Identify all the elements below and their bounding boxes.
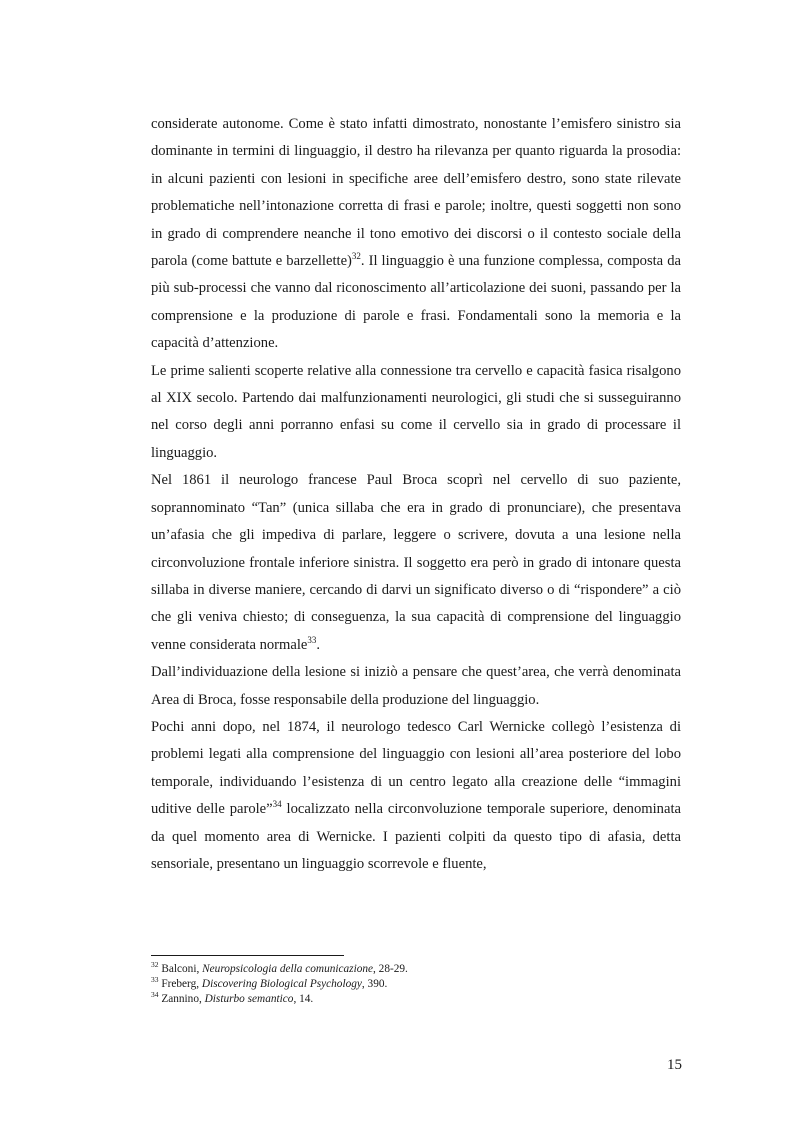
footnote-number: 34 [151,990,159,1000]
footnote-pages: , 28-29. [373,963,408,975]
footnote-number: 33 [151,975,159,985]
footnotes [151,962,681,1007]
footnote-32 [151,962,681,977]
footnote-ref-33[interactable]: 33 [307,634,317,645]
paragraph-4: Dall’individuazione della lesione si iniziò a pensare che quest’area, che verrà denominata Area di Broca, fosse responsabile della produzione del linguaggio. [151,664,681,708]
footnote-title: Discovering Biological Psychology [201,978,362,990]
page-number: 15 [667,1057,682,1073]
paragraph-1 [151,111,681,358]
footnote-pages: , 14. [293,993,314,1005]
paragraph-3-text-cont: . [316,636,321,653]
paragraph-3-text: Nel 1861 il neurologo francese Paul Broca scoprì nel cervello di suo paziente, soprannominato “Tan” (unica sillaba che era in grado di pronunciare), che presentava un’afasia che gli impediva di parlare, leggere o scrivere, dovuta a una lesione nella circonvoluzione frontale inferiore sinistra. Il soggetto era però in grado di intonare questa sillaba in diverse maniere, cercando di darvi un significato diverso o di “rispondere” a ciò che gli veniva chiesto; di conseguenza, la sua capacità di comprensione del linguaggio venne considerata normale [151,472,681,653]
footnote-pages: , 390. [361,978,388,990]
paragraph-2: Le prime salienti scoperte relative alla connessione tra cervello e capacità fasica risalgono al XIX secolo. Partendo dai malfunzionamenti neurologici, gli studi che si susseguiranno nel corso degli anni porranno enfasi su come il cervello sia in grado di processare il linguaggio. [151,362,681,461]
paragraph-1-text: considerate autonome. Come è stato infatti dimostrato, nonostante l’emisfero sinistro sia dominante in termini di linguaggio, il destro ha rilevanza per quanto riguarda la prosodia: in alcuni pazienti con lesioni in specifiche aree dell’emisfero destro, sono state rilevate problematiche nell’intonazione corretta di frasi e parole; inoltre, questi soggetti non sono in grado di comprendere neanche il tono emotivo dei discorsi o il contesto sociale della parola (come battute e barzellette) [151,116,681,270]
footnote-divider [151,955,344,956]
footnote-number: 32 [151,960,159,970]
footnote-33 [151,977,681,992]
paragraph-5-text: Pochi anni dopo, nel 1874, il neurologo tedesco Carl Wernicke collegò l’esistenza di problemi legati alla comprensione del linguaggio con lesioni all’area posteriore del lobo temporale, individuando l’esistenza di un centro legato alla creazione delle “immagini uditive delle parole” [151,718,681,818]
footnote-author: Freberg, [161,978,202,990]
footnote-ref-32[interactable]: 32 [351,251,361,262]
footnote-34 [151,992,681,1007]
footnote-ref-34[interactable]: 34 [272,799,282,810]
footnote-title: Neuropsicologia della comunicazione [202,963,374,975]
footnote-title: Disturbo semantico [204,993,294,1005]
paragraph-5 [151,714,681,878]
footnote-author: Zannino, [161,993,205,1005]
footnote-author: Balconi, [161,963,203,975]
paragraph-1-text-cont: . Il linguaggio è una funzione complessa, composta da più sub-processi che vanno dal riconoscimento all’articolazione dei suoni, passando per la comprensione e la produzione di parole e frasi. Fondamentali sono la memoria e la capacità d’attenzione. [151,253,681,352]
paragraph-5-text-cont: localizzato nella circonvoluzione temporale superiore, denominata da quel momento area di Wernicke. I pazienti colpiti da questo tipo di afasia, detta sensoriale, presentano un linguaggio scorrevole e fluente, [151,801,681,872]
paragraph-3 [151,467,681,659]
body-text [151,111,681,878]
